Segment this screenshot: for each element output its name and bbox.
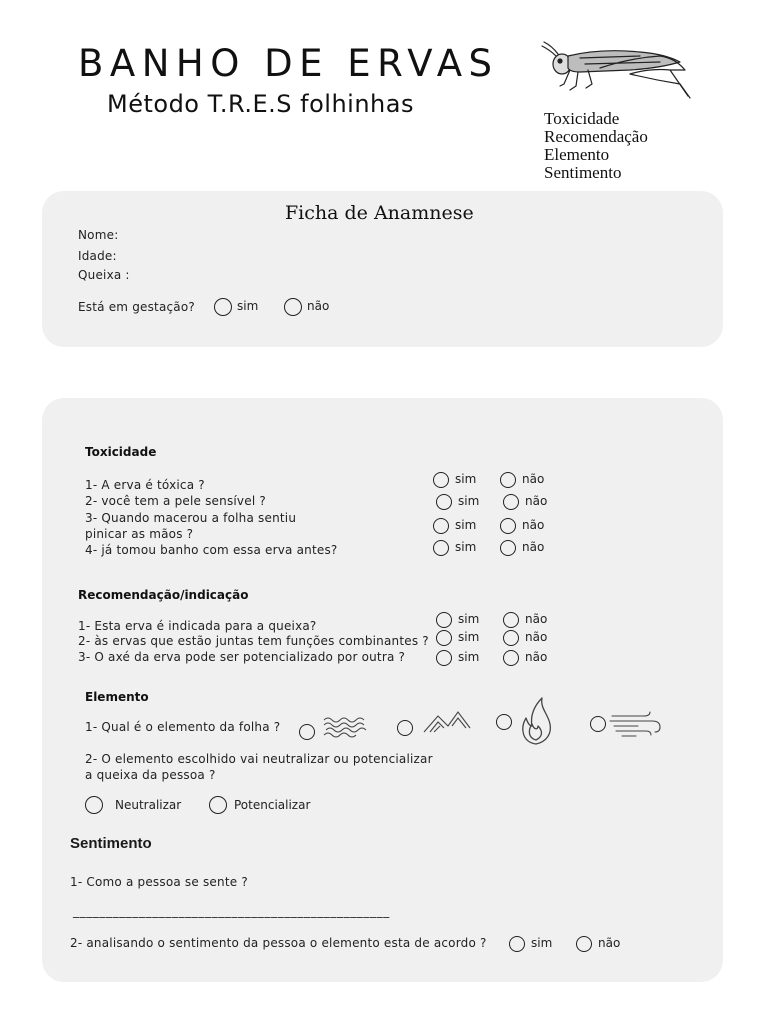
tox-q4-sim-radio[interactable]: [433, 540, 449, 556]
rec-q2-nao-label: não: [525, 630, 548, 644]
toxicidade-heading: Toxicidade: [85, 445, 157, 459]
sent-q2-sim-radio[interactable]: [509, 936, 525, 952]
tox-q1-nao-radio[interactable]: [500, 472, 516, 488]
tox-q1-sim-label: sim: [455, 472, 477, 486]
rec-q2-sim-radio[interactable]: [436, 630, 452, 646]
tox-q1-nao-label: não: [522, 472, 545, 486]
sent-q1: 1- Como a pessoa se sente ?: [70, 875, 248, 889]
rec-q1-nao-radio[interactable]: [503, 612, 519, 628]
tox-q3-sim-radio[interactable]: [433, 518, 449, 534]
tox-q3-nao-radio[interactable]: [500, 518, 516, 534]
page-subtitle: Método T.R.E.S folhinhas: [107, 90, 414, 118]
gestacao-nao-label: não: [307, 299, 330, 313]
neutralizar-label: Neutralizar: [115, 798, 182, 812]
gestacao-sim-label: sim: [237, 299, 259, 313]
element-fire-radio[interactable]: [496, 714, 512, 730]
sent-q2-sim-label: sim: [531, 936, 553, 950]
tox-q3: 3- Quando macerou a folha sentiu: [85, 511, 297, 525]
legend-item: Toxicidade: [544, 109, 620, 128]
elemento-heading: Elemento: [85, 690, 149, 704]
potencializar-radio[interactable]: [209, 796, 227, 814]
answer-line[interactable]: ________________________________________________: [73, 904, 390, 918]
tox-q1: 1- A erva é tóxica ?: [85, 478, 205, 492]
elem-q2: 2- O elemento escolhido vai neutralizar ou potencializar: [85, 752, 433, 766]
legend-item: Sentimento: [544, 163, 622, 182]
tox-q3-nao-label: não: [522, 518, 545, 532]
element-earth-radio[interactable]: [397, 720, 413, 736]
method-legend: [544, 110, 648, 182]
rec-q3-sim-radio[interactable]: [436, 650, 452, 666]
rec-q3: 3- O axé da erva pode ser potencializado por outra ?: [78, 650, 406, 664]
tox-q4-sim-label: sim: [455, 540, 477, 554]
wind-icon: [608, 710, 664, 738]
tox-q2: 2- você tem a pele sensível ?: [85, 494, 266, 508]
tox-q3-cont: pinicar as mãos ?: [85, 527, 194, 541]
rec-q1: 1- Esta erva é indicada para a queixa?: [78, 619, 317, 633]
sentimento-heading: Sentimento: [70, 835, 152, 852]
gestacao-sim-radio[interactable]: [214, 298, 232, 316]
potencializar-label: Potencializar: [234, 798, 311, 812]
element-water-radio[interactable]: [299, 724, 315, 740]
tox-q2-sim-label: sim: [458, 494, 480, 508]
tox-q4: 4- já tomou banho com essa erva antes?: [85, 543, 338, 557]
rec-q1-nao-label: não: [525, 612, 548, 626]
earth-mountain-icon: [422, 708, 472, 734]
tox-q4-nao-radio[interactable]: [500, 540, 516, 556]
idade-label: Idade:: [78, 249, 117, 263]
rec-q3-nao-radio[interactable]: [503, 650, 519, 666]
neutralizar-radio[interactable]: [85, 796, 103, 814]
rec-q1-sim-label: sim: [458, 612, 480, 626]
rec-q2-nao-radio[interactable]: [503, 630, 519, 646]
grasshopper-icon: [540, 40, 692, 102]
anamnese-title: Ficha de Anamnese: [285, 202, 474, 224]
tox-q2-nao-radio[interactable]: [503, 494, 519, 510]
sent-q2-nao-radio[interactable]: [576, 936, 592, 952]
rec-q1-sim-radio[interactable]: [436, 612, 452, 628]
nome-label: Nome:: [78, 228, 119, 242]
elem-q2-cont: a queixa da pessoa ?: [85, 768, 216, 782]
water-icon: [322, 714, 374, 740]
queixa-label: Queixa :: [78, 268, 130, 282]
rec-q2-sim-label: sim: [458, 630, 480, 644]
elem-q1: 1- Qual é o elemento da folha ?: [85, 720, 281, 734]
fire-icon: [516, 696, 556, 746]
gestacao-label: Está em gestação?: [78, 300, 195, 314]
rec-q3-nao-label: não: [525, 650, 548, 664]
sent-q2: 2- analisando o sentimento da pessoa o elemento esta de acordo ?: [70, 936, 487, 950]
recomendacao-heading: Recomendação/indicação: [78, 588, 249, 602]
tox-q1-sim-radio[interactable]: [433, 472, 449, 488]
sent-q2-nao-label: não: [598, 936, 621, 950]
page-title: BANHO DE ERVAS: [78, 42, 499, 85]
tox-q2-sim-radio[interactable]: [436, 494, 452, 510]
tox-q3-sim-label: sim: [455, 518, 477, 532]
rec-q2: 2- às ervas que estão juntas tem funções combinantes ?: [78, 634, 429, 648]
gestacao-nao-radio[interactable]: [284, 298, 302, 316]
rec-q3-sim-label: sim: [458, 650, 480, 664]
tox-q2-nao-label: não: [525, 494, 548, 508]
legend-item: Recomendação: [544, 127, 648, 146]
element-air-radio[interactable]: [590, 716, 606, 732]
tox-q4-nao-label: não: [522, 540, 545, 554]
legend-item: Elemento: [544, 145, 610, 164]
